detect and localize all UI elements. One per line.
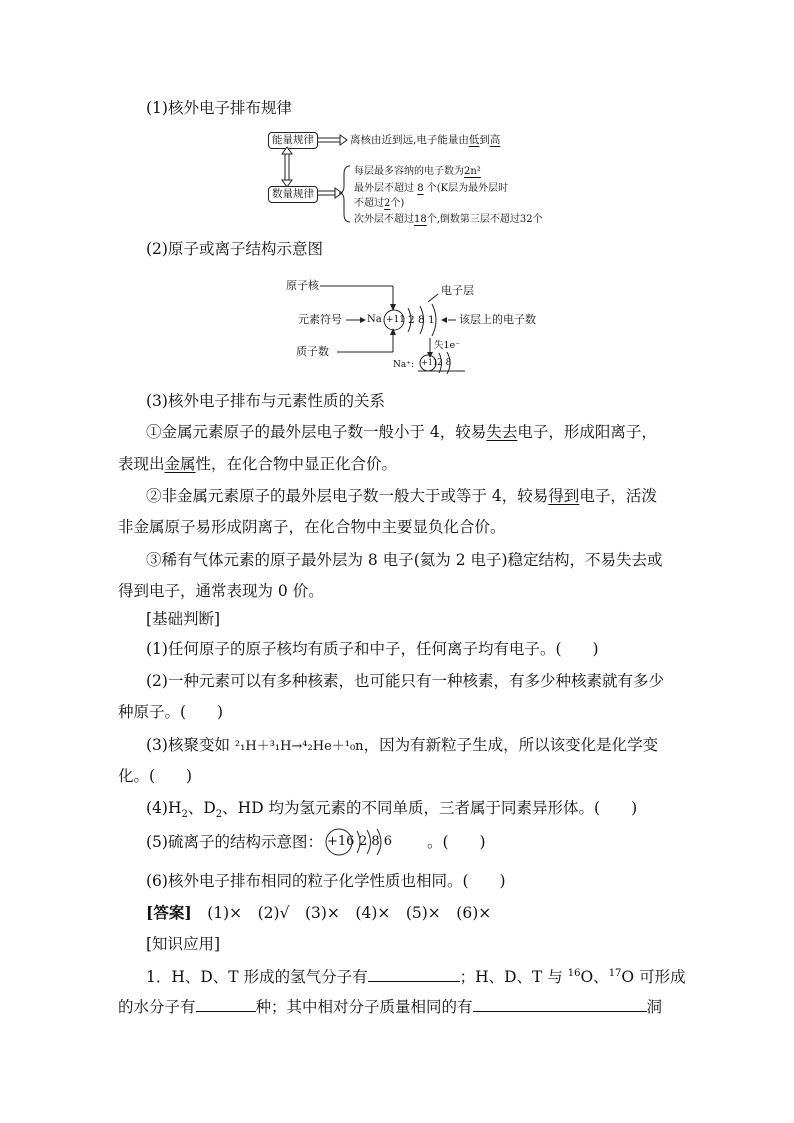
judgement-q6: (6)核外电子排布相同的粒子化学性质也相同。( )	[146, 872, 506, 890]
atom-symbol: Na	[367, 314, 382, 325]
nonmetal-paragraph-line-1: ②非金属元素原子的最外层电子数一般大于或等于 4，较易得到电子，活泼	[146, 487, 657, 505]
noble-gas-paragraph-line-1: ③稀有气体元素的原子最外层为 8 电子(氦为 2 电子)稳定结构，不易失去或	[146, 551, 663, 569]
rule-max-per-shell: 每层最多容纳的电子数为2n²	[354, 166, 481, 177]
judgement-q4: $(4)H_2$、$D_2$、HD 均为氢元素的不同单质，三者属于同素异形体。( )	[146, 799, 638, 821]
lose-electron-label: 失1e⁻	[434, 340, 461, 351]
nucleus-charge: +11	[386, 315, 405, 325]
judgement-heading: [基础判断]	[146, 610, 221, 628]
rule-outer-shell: 最外层不超过 8 个(K层为最外层时	[354, 183, 509, 194]
metal-paragraph-line-2: 表现出金属性，在化合物中显正化合价。	[118, 455, 398, 473]
shell-electrons: 2 8 1	[408, 314, 435, 326]
section-1-title: (1)核外电子排布规律	[146, 99, 292, 117]
energy-rule-text: 离核由近到远,电子能量由低到高	[350, 134, 501, 146]
fusion-equation: ²₁H＋³₁H→⁴₂He＋¹₀n	[234, 739, 364, 754]
electron-shell-label: 电子层	[441, 284, 474, 297]
count-rule-box: 数量规律	[268, 186, 318, 203]
application-q1-line-1: 1．H、D、T 形成的氢气分子有 ；H、D、T 与 $^{16}$O、$^{17}$O 可形成	[146, 963, 686, 988]
judgement-q3-line-1: (3)核聚变如 ²₁H＋³₁H→⁴₂He＋¹₀n，因为有新粒子生成，所以该变化是化学变	[146, 736, 659, 754]
nucleus-label: 原子核	[286, 279, 319, 292]
judgement-q1: (1)任何原子的原子核均有质子和中子，任何离子均有电子。( )	[146, 640, 599, 658]
ion-shell-electrons: 2 8	[437, 358, 452, 368]
answer-blank-2	[196, 995, 256, 1012]
rule-second-outer-shell: 次外层不超过18个,倒数第三层不超过32个	[354, 214, 543, 225]
rule-k-shell: 不超过2个)	[354, 198, 405, 209]
nonmetal-paragraph-line-2: 非金属原子易形成阴离子，在化合物中主要显负化合价。	[118, 518, 506, 536]
shell-electron-count-label: 该层上的电子数	[459, 313, 536, 326]
proton-number-label: 质子数	[296, 345, 329, 358]
ion-charge: +11	[421, 358, 438, 367]
application-q1-line-2: 的水分子有 种；其中相对分子质量相同的有 洞	[118, 995, 662, 1018]
answer-line: [答案] (1)× (2)√ (3)× (4)× (5)× (6)×	[146, 903, 492, 922]
answer-blank-3	[473, 995, 647, 1012]
section-2-title: (2)原子或离子结构示意图	[146, 240, 323, 258]
judgement-q3-line-2: 化。( )	[118, 767, 193, 785]
energy-rule-box: 能量规律	[268, 132, 318, 149]
judgement-q5: (5)硫离子的结构示意图： +16 2 8 6 。( )	[146, 831, 486, 853]
answer-blank-1	[368, 965, 460, 982]
application-heading: [知识应用]	[146, 935, 221, 953]
judgement-q2-line-1: (2)一种元素可以有多种核素，也可能只有一种核素，有多少种核素就有多少	[146, 672, 664, 690]
metal-paragraph-line-1: ①金属元素原子的最外层电子数一般小于 4，较易失去电子，形成阳离子，	[146, 423, 657, 441]
element-symbol-label: 元素符号	[298, 313, 342, 326]
diagram2-lines	[0, 0, 794, 400]
section-3-title: (3)核外电子排布与元素性质的关系	[146, 392, 385, 410]
sulfide-ion-diagram: +16 2 8 6	[323, 831, 427, 853]
judgement-q2-line-2: 种原子。( )	[118, 703, 224, 721]
noble-gas-paragraph-line-2: 得到电子，通常表现为 0 价。	[118, 582, 324, 600]
ion-symbol: Na⁺:	[393, 360, 415, 370]
